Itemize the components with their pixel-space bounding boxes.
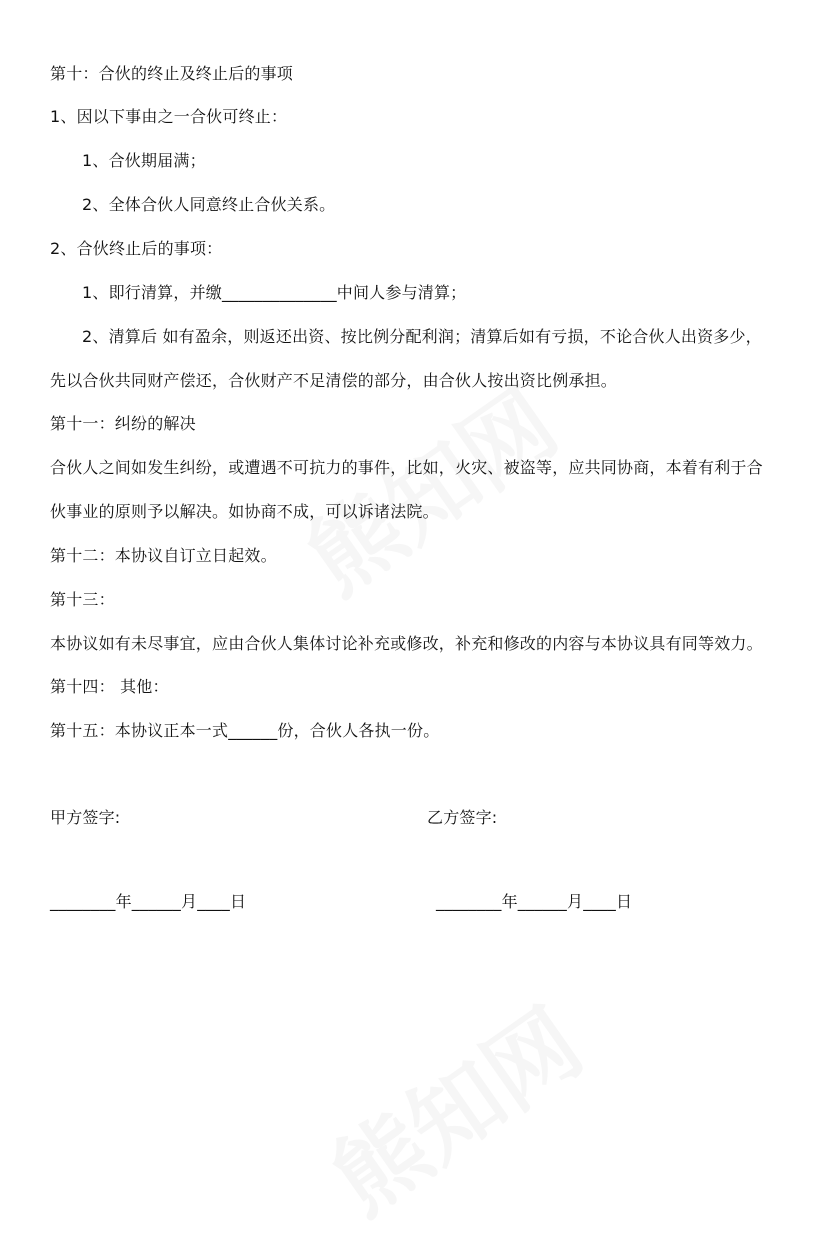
party-a-date-line: ________年______月____日: [50, 892, 247, 911]
party-b-signature-label: 乙方签字:: [427, 808, 498, 827]
section-11-title: 第十一：纠纷的解决: [50, 414, 196, 433]
watermark: [302, 973, 604, 1239]
section-10-item-2: 2、合伙终止后的事项：: [50, 239, 223, 258]
section-10-subitem-3: 1、即行清算，并缴______________中间人参与清算；: [82, 283, 467, 302]
section-13-title: 第十三：: [50, 590, 115, 609]
party-a-signature-label: 甲方签字:: [50, 808, 121, 827]
section-12: 第十二：本协议自订立日起效。: [50, 546, 277, 565]
section-10-subitem-4-line-1: 2、清算后 如有盈余，则返还出资、按比例分配利润；清算后如有亏损，不论合伙人出资多少，: [82, 327, 762, 346]
party-b-date-line: ________年______月____日: [436, 892, 633, 911]
section-15: 第十五：本协议正本一式______份，合伙人各执一份。: [50, 721, 440, 740]
section-11-paragraph-line-2: 伙事业的原则予以解决。如协商不成，可以诉诸法院。: [50, 502, 439, 521]
section-10-item-1: 1、因以下事由之一合伙可终止：: [50, 107, 288, 126]
section-13-paragraph: 本协议如有未尽事宜，应由合伙人集体讨论补充或修改，补充和修改的内容与本协议具有同等效力。: [50, 634, 763, 653]
section-10-subitem-2: 2、全体合伙人同意终止合伙关系。: [82, 195, 336, 214]
section-14: 第十四： 其他：: [50, 677, 169, 696]
section-10-title: 第十：合伙的终止及终止后的事项: [50, 64, 294, 83]
watermark: [277, 353, 579, 619]
section-10-subitem-4-line-2: 先以合伙共同财产偿还，合伙财产不足清偿的部分，由合伙人按出资比例承担。: [50, 371, 618, 390]
section-11-paragraph-line-1: 合伙人之间如发生纠纷，或遭遇不可抗力的事件，比如，火灾、被盗等，应共同协商，本着有利于合: [50, 458, 763, 477]
section-10-subitem-1: 1、合伙期届满；: [82, 151, 206, 170]
